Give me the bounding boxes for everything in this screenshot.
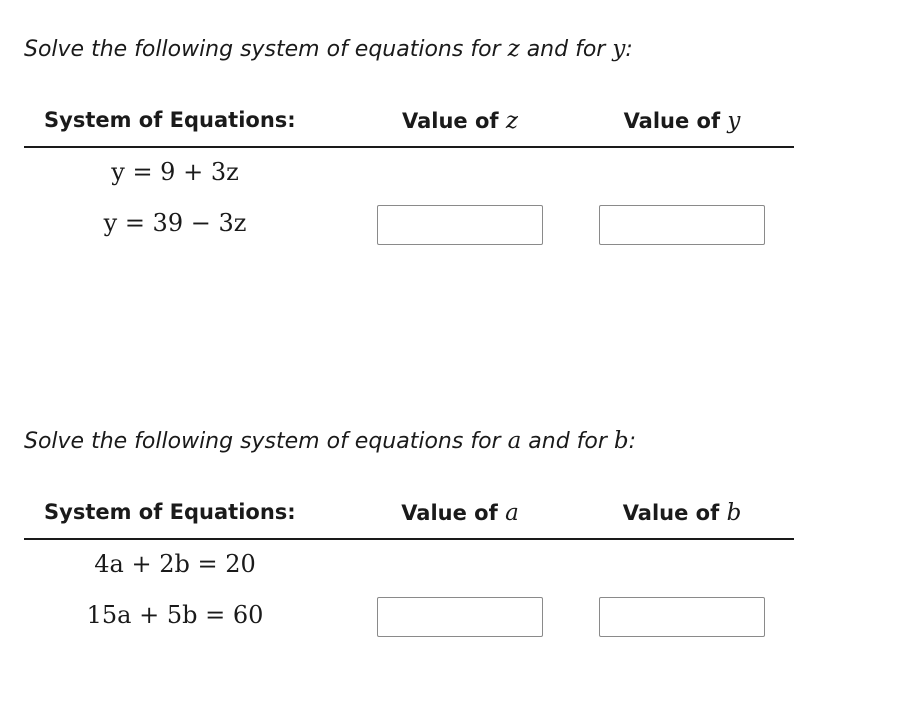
header-system-of-equations: System of Equations: [44,108,296,132]
header-label: Value of [622,501,727,525]
problem-prompt [24,428,636,454]
header-value-1 [370,500,550,526]
prompt-text: : [625,37,633,62]
prompt-text: and for [519,37,613,62]
header-label: Value of [402,109,506,133]
prompt-text: Solve the following system of equations for [24,429,508,454]
equation-1: y = 9 + 3z [111,158,239,186]
equation-1: 4a + 2b = 20 [94,550,256,578]
prompt-text: and for [521,429,614,454]
header-value-2 [592,500,772,526]
header-variable: z [505,108,518,134]
header-variable: y [727,108,741,134]
answer-input-a[interactable] [377,597,543,637]
header-value-1 [370,108,550,134]
header-system-of-equations: System of Equations: [44,500,296,524]
header-variable: b [726,500,742,526]
header-divider [24,538,794,540]
header-divider [24,146,794,148]
header-label: Value of [401,501,506,525]
equation-2: 15a + 5b = 60 [86,601,264,629]
answer-input-b[interactable] [599,597,765,637]
header-label: Value of [623,109,728,133]
prompt-text: Solve the following system of equations for [24,37,508,62]
prompt-variable-1: z [507,36,520,62]
prompt-text: : [628,429,637,454]
prompt-variable-2: y [612,36,626,62]
answer-input-y[interactable] [599,205,765,245]
equation-2: y = 39 − 3z [103,209,247,237]
header-value-2 [592,108,772,134]
header-variable: a [505,500,519,526]
prompt-variable-2: b [613,428,629,454]
problem-prompt [24,36,633,62]
answer-input-z[interactable] [377,205,543,245]
prompt-variable-1: a [507,428,522,454]
